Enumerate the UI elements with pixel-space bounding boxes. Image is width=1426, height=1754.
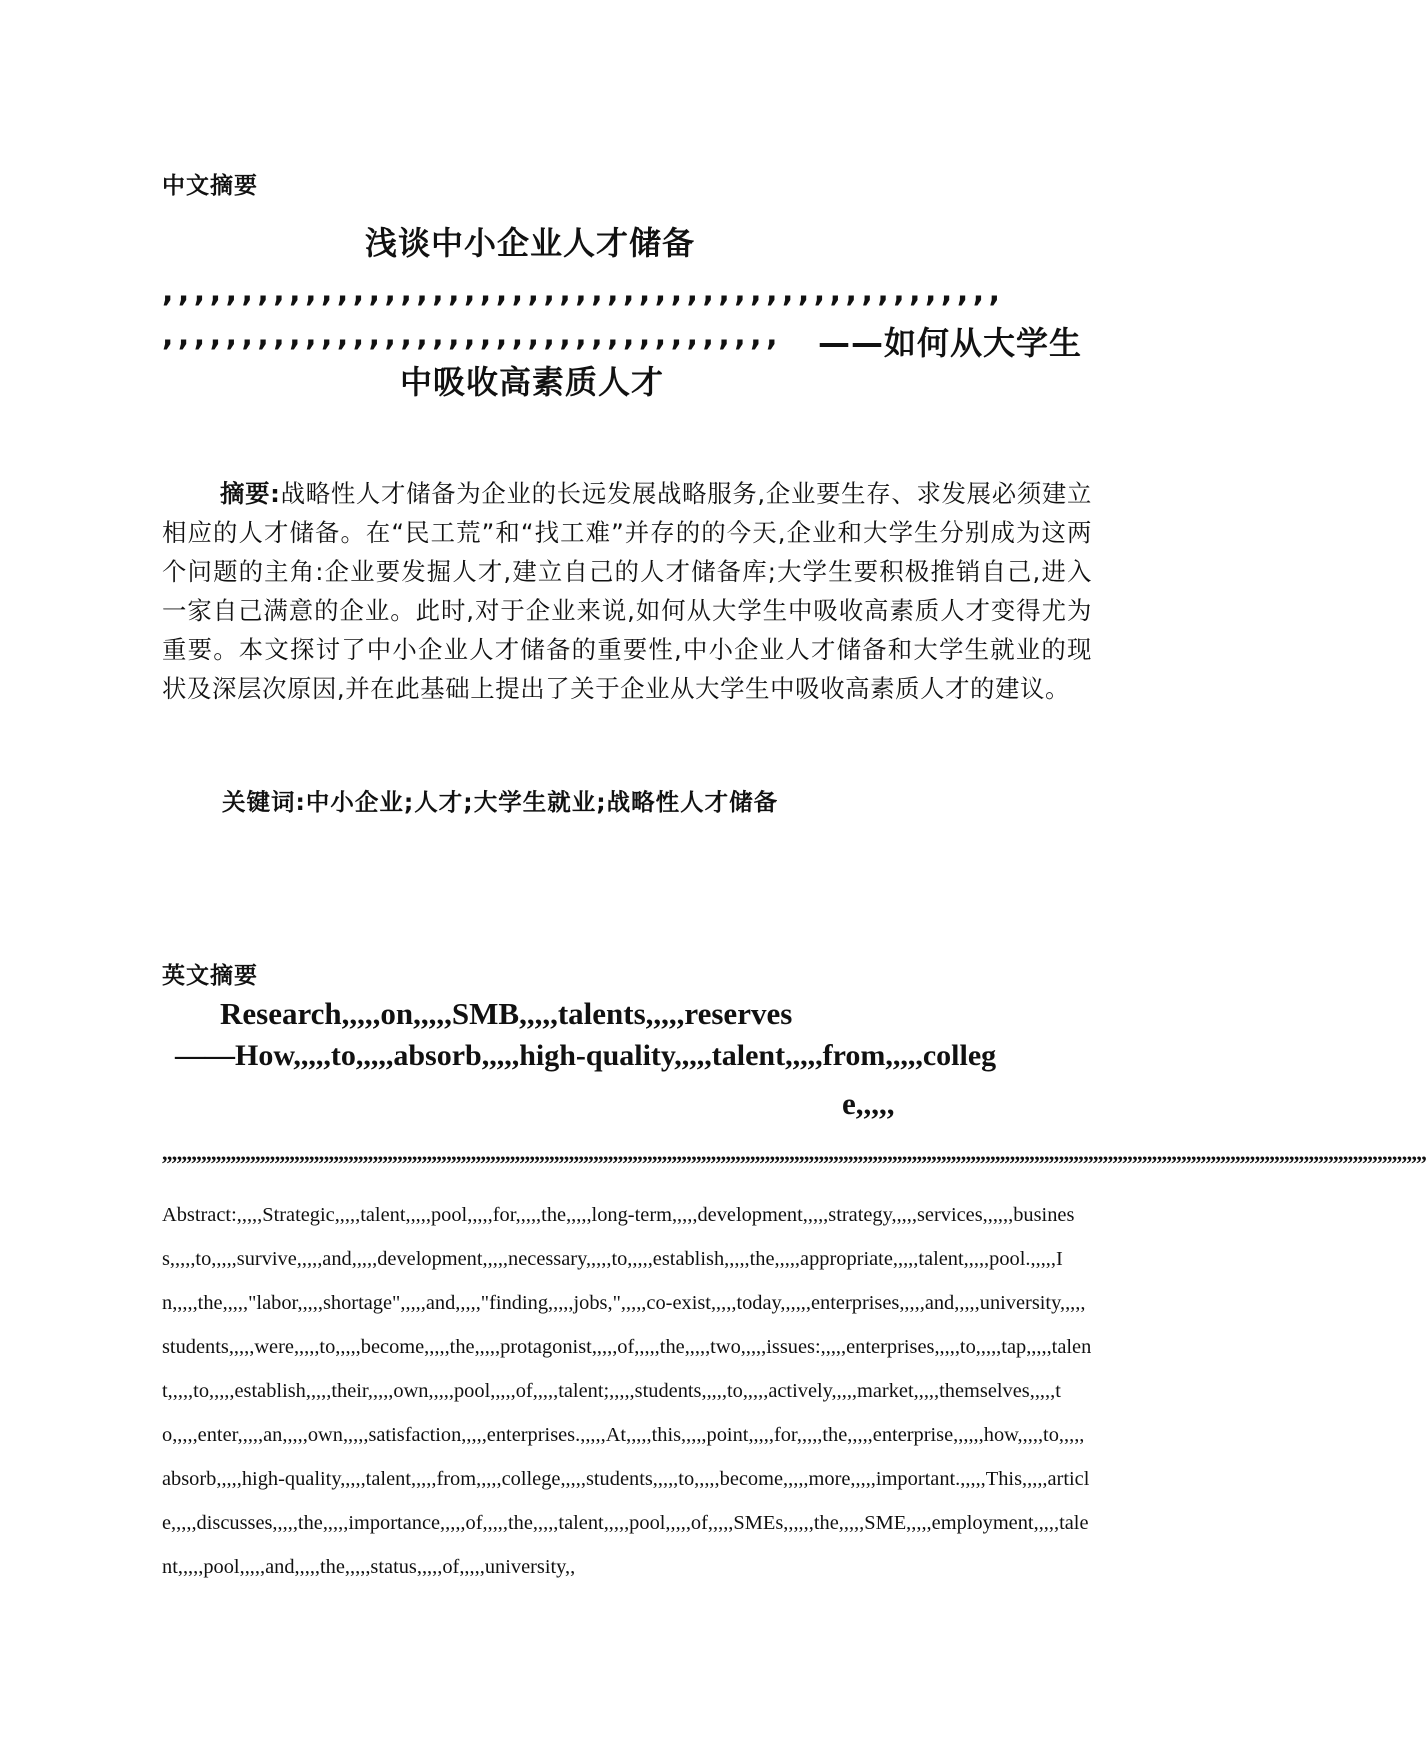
english-abstract-section-label: 英文摘要: [162, 963, 258, 989]
english-title-line-1: Research,,,,,on,,,,,SMB,,,,,talents,,,,,reserves: [220, 996, 793, 1031]
chinese-subtitle-part-1: ——如何从大学生: [818, 324, 1083, 362]
chinese-abstract-label: 摘要:: [220, 479, 281, 508]
chinese-subtitle-comma-line-1: ,,,,,,,,,,,,,,,,,,,,,,,,,,,,,,,,,,,,,,,,,,,,,,,,,,,,,: [162, 274, 1005, 309]
chinese-abstract-section-label: 中文摘要: [162, 173, 258, 199]
chinese-abstract-paragraph: [162, 474, 1092, 708]
chinese-keywords: 关键词:中小企业;人才;大学生就业;战略性人才储备: [222, 788, 779, 816]
english-title-line-3: e,,,,,: [842, 1086, 895, 1121]
chinese-title: 浅谈中小企业人才储备: [365, 224, 696, 262]
chinese-subtitle-comma-line-2: ,,,,,,,,,,,,,,,,,,,,,,,,,,,,,,,,,,,,,,,: [162, 318, 782, 353]
english-title-line-2: ——How,,,,,to,,,,,absorb,,,,,high-quality,,,,,talent,,,,,from,,,,,colleg: [175, 1039, 997, 1072]
chinese-subtitle-part-2: 中吸收高素质人才: [400, 363, 665, 401]
english-comma-line: ,,,,,,,,,,,,,,,,,,,,,,,,,,,,,,,,,,,,,,,,,,,,,,,,,,,,,,,,,,,,,,,,,,,,,,,,,,,,,,,,,,,,,,,,,,,,,,,,,,,,,,,,,,,,,,,,,,,,,,,,,,,,,,,,,,,,,,,,,,,,,,,,,,,,,,,,,,,,,,,,,,,,,,,,,,,,,,,,,,,,,,,,,,,,,,,,,,,,,,,,,,,,,,,,,,,,,,,,,,,,,,,,,,,,,,,,,,,,,,,,,,,,,,,,,,,,,,,,,,: [162, 1140, 1426, 1165]
chinese-abstract-text: 战略性人才储备为企业的长远发展战略服务,企业要生存、求发展必须建立相应的人才储备。在“民工荒”和“找工难”并存的的今天,企业和大学生分别成为这两个问题的主角:企业要发掘人才,建立自己的人才储备库;大学生要积极推销自己,进入一家自己满意的企业。此时,对于企业来说,如何从大学生中吸收高素质人才变得尤为重要。本文探讨了中小企业人才储备的重要性,中小企业人才储备和大学生就业的现状及深层次原因,并在此基础上提出了关于企业从大学生中吸收高素质人才的建议。: [162, 479, 1092, 703]
english-abstract-paragraph: Abstract:,,,,,Strategic,,,,,talent,,,,,pool,,,,,for,,,,,the,,,,,long-term,,,,,development,,,,,strategy,,,,,services,,,,,,business,,,,,to,,,,,survive,,,,,and,,,,,development,,,,,necessary,,,,,to,,,,,establish,,,,,the,,,,,appropriate,,,,,talent,,,,,pool.,,,,,In,,,,,the,,,,,"labor,,,,,shortage",,,,,and,,,,,"finding,,,,,jobs,",,,,,co-exist,,,,,today,,,,,,enterprises,,,,,and,,,,,university,,,,,students,,,,,were,,,,,to,,,,,become,,,,,the,,,,,protagonist,,,,,of,,,,,the,,,,,two,,,,,issues:,,,,,enterprises,,,,,to,,,,,tap,,,,,talent,,,,,to,,,,,establish,,,,,their,,,,,own,,,,,pool,,,,,of,,,,,talent;,,,,,students,,,,,to,,,,,actively,,,,,market,,,,,themselves,,,,,to,,,,,enter,,,,,an,,,,,own,,,,,satisfaction,,,,,enterprises.,,,,,At,,,,,this,,,,,point,,,,,for,,,,,the,,,,,enterprise,,,,,,how,,,,,to,,,,,absorb,,,,,high-quality,,,,,talent,,,,,from,,,,,college,,,,,students,,,,,to,,,,,become,,,,,more,,,,,important.,,,,,This,,,,,article,,,,,discusses,,,,,the,,,,,importance,,,,,of,,,,,the,,,,,talent,,,,,pool,,,,,of,,,,,SMEs,,,,,,the,,,,,SME,,,,,employment,,,,,talent,,,,,pool,,,,,and,,,,,the,,,,,status,,,,,of,,,,,university,,: [162, 1204, 1092, 1578]
